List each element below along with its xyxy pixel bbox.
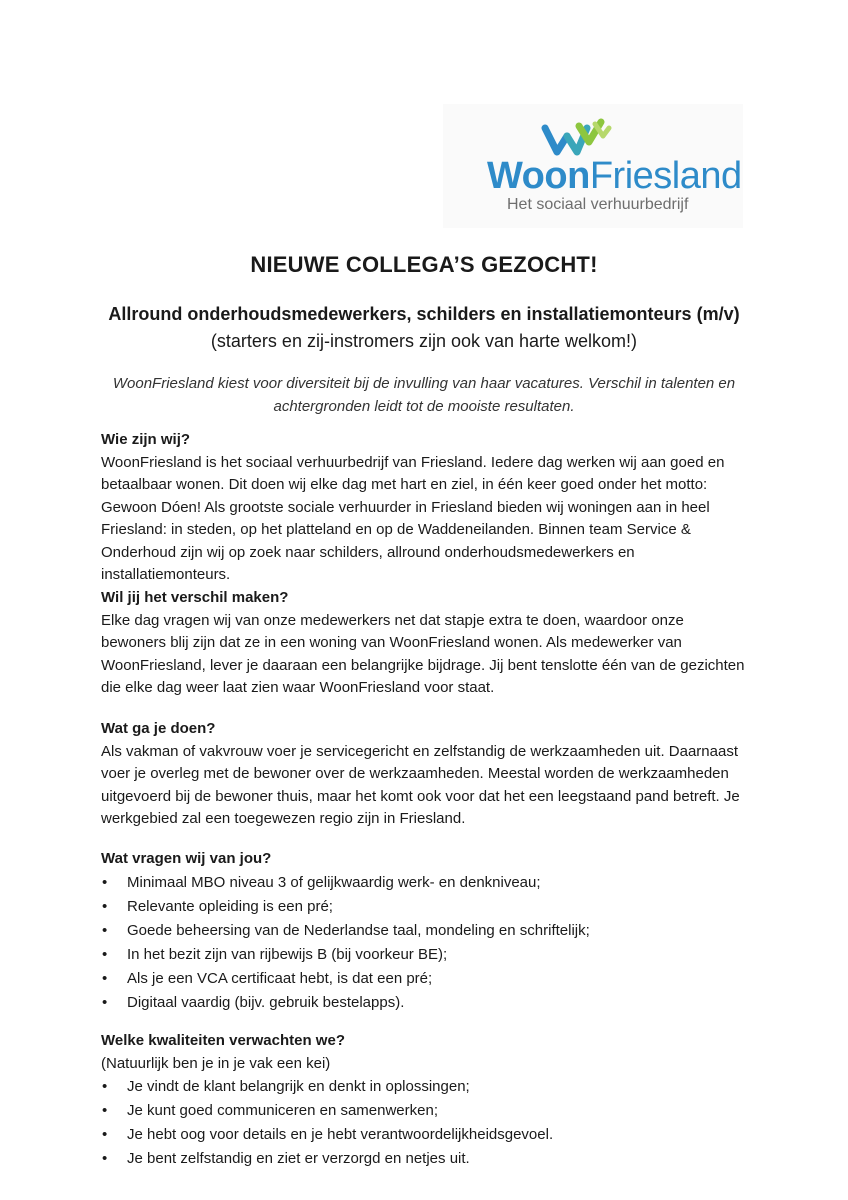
list-item: • Als je een VCA certificaat hebt, is dat een pré; [101,967,751,991]
section-heading: Wie zijn wij? [101,431,191,448]
list-item: • Minimaal MBO niveau 3 of gelijkwaardig werk- en denkniveau; [101,871,751,895]
list-item: • Goede beheersing van de Nederlandse taal, mondeling en schriftelijk; [101,919,751,943]
company-logo [443,104,743,228]
section-wat-ga-je-doen [101,718,751,831]
section-text: WoonFriesland is het sociaal verhuurbedrijf van Friesland. Iedere dag werken wij aan goed en betaalbaar wonen. Dit doen wij elke dag met hart en ziel, in één keer goed onder het motto: Gewoon Dóen! Als grootste sociale verhuurder in Friesland bieden wij woningen aan in heel Friesland: in steden, op het platteland en op de Waddeneilanden. Binnen team Service & Onderhoud zijn wij op zoek naar schilders, allround onderhoudsmedewerkers en installatiemonteurs. [101,453,725,583]
section-note: (Natuurlijk ben je in je vak een kei) [101,1054,331,1072]
job-title: Allround onderhoudsmedewerkers, schilders en installatiemonteurs (m/v) [108,304,740,324]
section-text: Als vakman of vakvrouw voer je servicegericht en zelfstandig de werkzaamheden uit. Daarnaast voer je overleg met de bewoner over de werkzaamheden. Meestal worden de werkzaamheden uitgevoerd bij de bewoner thuis, maar het komt ook voor dat het een leegstaand pand betreft. Je werkgebied zal een toegewezen regio zijn in Friesland. [101,742,740,827]
bullet-icon: • [102,1102,108,1119]
list-item: • Je vindt de klant belangrijk en denkt in oplossingen; [101,1075,751,1099]
section-text: Elke dag vragen wij van onze medewerkers net dat stapje extra te doen, waardoor onze bewoners blij zijn dat ze in een woning van WoonFriesland wonen. Als medewerker van WoonFriesland, lever je daaraan een belangrijke bijdrage. Jij bent tenslotte één van de gezichten die elke dag weer laat zien waar WoonFriesland voor staat. [101,611,745,696]
diversity-statement: WoonFriesland kiest voor diversiteit bij de invulling van haar vacatures. Verschil in talenten en achtergronden leidt tot de mooiste resultaten. [112,375,736,415]
list-item: • Je hebt oog voor details en je hebt verantwoordelijkheidsgevoel. [101,1123,751,1147]
section-wat-vragen-wij [101,848,751,1015]
section-heading: Wat ga je doen? [101,720,216,737]
bullet-icon: • [102,873,108,891]
bullet-icon: • [102,921,108,939]
section-heading: Wat vragen wij van jou? [101,850,272,867]
bullet-icon: • [102,1150,108,1167]
bullet-icon: • [102,897,108,915]
bullet-icon: • [102,993,108,1011]
section-verschil-maken [101,587,751,700]
bullet-icon: • [102,969,108,987]
list-item: • In het bezit zijn van rijbewijs B (bij voorkeur BE); [101,943,751,967]
section-heading: Wil jij het verschil maken? [101,589,289,606]
section-kwaliteiten [101,1030,751,1171]
logo-wordmark: WoonFriesland [487,155,742,197]
list-item: • Je bent zelfstandig en ziet er verzorgd en netjes uit. [101,1147,751,1171]
logo-tagline: Het sociaal verhuurbedrijf [507,196,689,213]
bullet-icon: • [102,1126,108,1143]
qualities-list [101,1075,751,1171]
job-subtitle: (starters en zij-instromers zijn ook van harte welkom!) [210,331,638,351]
bullet-icon: • [102,945,108,963]
section-wie-zijn-wij [101,429,751,587]
page-title: NIEUWE COLLEGA’S GEZOCHT! [250,252,598,277]
list-item: • Digitaal vaardig (bijv. gebruik bestelapps). [101,991,751,1015]
bullet-icon: • [102,1078,108,1095]
logo-emblem-icon [541,118,613,158]
section-heading: Welke kwaliteiten verwachten we? [101,1032,345,1049]
list-item: • Relevante opleiding is een pré; [101,895,751,919]
requirements-list [101,871,751,1015]
list-item: • Je kunt goed communiceren en samenwerken; [101,1099,751,1123]
